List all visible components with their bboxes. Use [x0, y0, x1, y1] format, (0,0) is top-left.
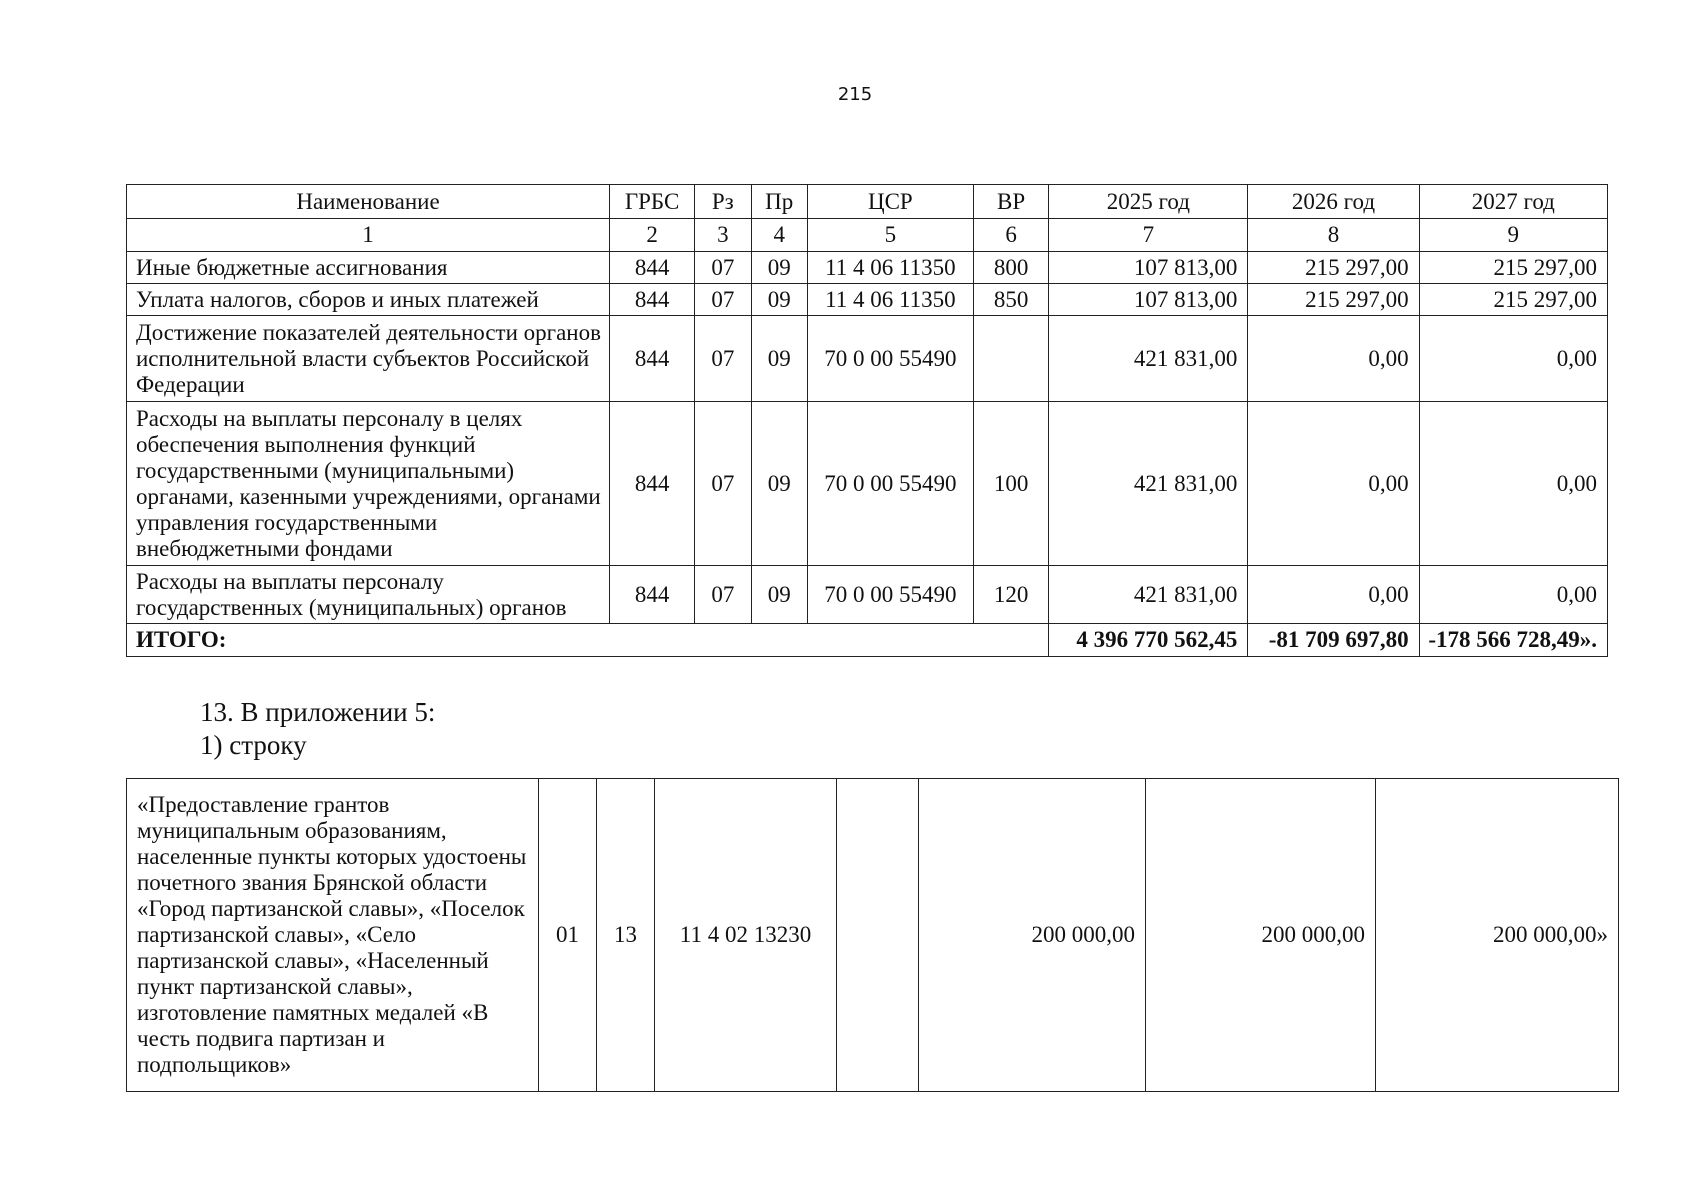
- total-2025: 4 396 770 562,45: [1049, 624, 1248, 657]
- row-2025: 421 831,00: [1049, 402, 1248, 566]
- row-vr: 120: [973, 566, 1049, 624]
- row-grbs: 844: [610, 284, 695, 316]
- row-2026: 215 297,00: [1248, 284, 1419, 316]
- amendment-2027: 200 000,00»: [1376, 779, 1619, 1092]
- row-vr: [973, 316, 1049, 402]
- table-row: [127, 779, 1619, 1092]
- header-grbs: ГРБС: [610, 185, 695, 219]
- row-rz: 07: [695, 284, 751, 316]
- header-name: Наименование: [127, 185, 610, 219]
- row-2027: 0,00: [1419, 566, 1607, 624]
- row-vr: 100: [973, 402, 1049, 566]
- table-row: [127, 284, 1608, 316]
- total-2027: -178 566 728,49».: [1419, 624, 1607, 657]
- row-name: Уплата налогов, сборов и иных платежей: [127, 284, 610, 316]
- row-rz: 07: [695, 316, 751, 402]
- row-grbs: 844: [610, 566, 695, 624]
- row-2026: 215 297,00: [1248, 252, 1419, 284]
- row-grbs: 844: [610, 316, 695, 402]
- amendment-pr: 13: [597, 779, 655, 1092]
- table-row: [127, 402, 1608, 566]
- table-row: [127, 252, 1608, 284]
- row-2025: 107 813,00: [1049, 284, 1248, 316]
- amendment-vr: [837, 779, 919, 1092]
- column-number: 7: [1049, 219, 1248, 252]
- column-number: 4: [751, 219, 807, 252]
- row-2027: 0,00: [1419, 402, 1607, 566]
- column-number: 2: [610, 219, 695, 252]
- amendment-table: [126, 778, 1619, 1092]
- column-number: 9: [1419, 219, 1607, 252]
- row-2026: 0,00: [1248, 402, 1419, 566]
- total-2026: -81 709 697,80: [1248, 624, 1419, 657]
- row-2026: 0,00: [1248, 316, 1419, 402]
- row-pr: 09: [751, 566, 807, 624]
- row-2025: 421 831,00: [1049, 316, 1248, 402]
- amendment-rz: 01: [539, 779, 597, 1092]
- table-row: [127, 566, 1608, 624]
- header-csr: ЦСР: [807, 185, 973, 219]
- row-name: Достижение показателей деятельности органов исполнительной власти субъектов Российской Федерации: [127, 316, 610, 402]
- row-csr: 11 4 06 11350: [807, 252, 973, 284]
- row-name: Расходы на выплаты персоналу в целях обеспечения выполнения функций государственными (муниципальными) органами, казенными учреждениями, органами управления государственными внебюджетными фондами: [127, 402, 610, 566]
- header-2026: 2026 год: [1248, 185, 1419, 219]
- row-vr: 800: [973, 252, 1049, 284]
- row-name: Расходы на выплаты персоналу государственных (муниципальных) органов: [127, 566, 610, 624]
- column-number: 3: [695, 219, 751, 252]
- amendment-2025: 200 000,00: [919, 779, 1146, 1092]
- table-row: [127, 316, 1608, 402]
- header-vr: ВР: [973, 185, 1049, 219]
- row-pr: 09: [751, 284, 807, 316]
- amendment-2026: 200 000,00: [1146, 779, 1376, 1092]
- row-csr: 70 0 00 55490: [807, 316, 973, 402]
- column-number: 5: [807, 219, 973, 252]
- column-number: 6: [973, 219, 1049, 252]
- row-2027: 215 297,00: [1419, 284, 1607, 316]
- total-row: [127, 624, 1608, 657]
- paragraph-item: 13. В приложении 5:: [200, 697, 436, 727]
- page-number: 215: [837, 84, 873, 105]
- row-2025: 107 813,00: [1049, 252, 1248, 284]
- total-label: ИТОГО:: [127, 624, 1049, 657]
- row-grbs: 844: [610, 252, 695, 284]
- row-grbs: 844: [610, 402, 695, 566]
- row-csr: 70 0 00 55490: [807, 402, 973, 566]
- row-rz: 07: [695, 402, 751, 566]
- row-csr: 11 4 06 11350: [807, 284, 973, 316]
- header-2025: 2025 год: [1049, 185, 1248, 219]
- paragraph-subitem: 1) строку: [200, 730, 307, 760]
- row-csr: 70 0 00 55490: [807, 566, 973, 624]
- header-2027: 2027 год: [1419, 185, 1607, 219]
- row-2027: 0,00: [1419, 316, 1607, 402]
- column-number: 1: [127, 219, 610, 252]
- row-pr: 09: [751, 252, 807, 284]
- header-row: [127, 185, 1608, 219]
- row-2026: 0,00: [1248, 566, 1419, 624]
- row-vr: 850: [973, 284, 1049, 316]
- amendment-name: «Предоставление грантов муниципальным образованиям, населенные пункты которых удостоены почетного звания Брянской области «Город партизанской славы», «Поселок партизанской славы», «Село партизанской славы», «Населенный пункт партизанской славы», изготовление памятных медалей «В честь подвига партизан и подпольщиков»: [127, 779, 539, 1092]
- column-number-row: [127, 219, 1608, 252]
- row-pr: 09: [751, 402, 807, 566]
- row-name: Иные бюджетные ассигнования: [127, 252, 610, 284]
- budget-table: [126, 184, 1608, 657]
- amendment-csr: 11 4 02 13230: [655, 779, 837, 1092]
- row-pr: 09: [751, 316, 807, 402]
- column-number: 8: [1248, 219, 1419, 252]
- row-2025: 421 831,00: [1049, 566, 1248, 624]
- header-rz: Рз: [695, 185, 751, 219]
- row-rz: 07: [695, 252, 751, 284]
- row-rz: 07: [695, 566, 751, 624]
- row-2027: 215 297,00: [1419, 252, 1607, 284]
- header-pr: Пр: [751, 185, 807, 219]
